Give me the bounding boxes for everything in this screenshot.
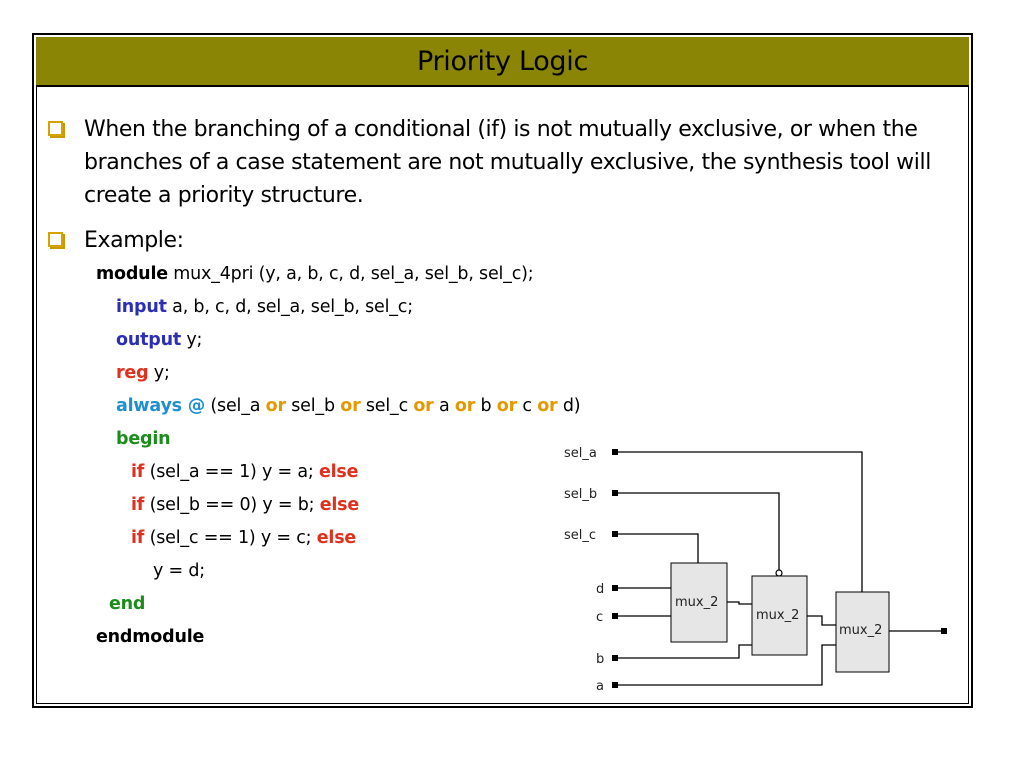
code-text: y = d;: [153, 561, 205, 581]
keyword-or: or: [340, 396, 361, 416]
keyword-end: end: [109, 594, 146, 614]
input-label-sel-a: sel_a: [564, 446, 597, 461]
code-text: (sel_b == 0) y = b;: [144, 495, 320, 515]
mux-block-2-label: mux_2: [756, 608, 800, 623]
code-text: (sel_a: [205, 396, 266, 416]
pin-sel-a: [612, 449, 618, 455]
mux-block-1-label: mux_2: [675, 595, 719, 610]
code-line-10: [153, 555, 205, 588]
pin-sel-b: [612, 490, 618, 496]
square-bullet-icon: [48, 121, 63, 136]
keyword-else: else: [319, 495, 360, 515]
input-label-b: b: [596, 652, 605, 667]
keyword-always: always @: [116, 396, 206, 416]
code-line-3: [116, 324, 202, 357]
input-label-sel-c: sel_c: [564, 528, 597, 543]
keyword-input: input: [116, 297, 167, 317]
code-text: y;: [148, 363, 170, 383]
square-bullet-icon: [48, 232, 63, 247]
code-line-5: [116, 390, 580, 423]
code-line-12: [96, 621, 204, 654]
code-line-1: [96, 258, 533, 291]
keyword-reg: reg: [116, 363, 149, 383]
code-line-4: [116, 357, 170, 390]
keyword-if: if: [131, 528, 145, 548]
keyword-module: module: [96, 264, 168, 284]
pin-b: [612, 655, 618, 661]
code-text: mux_4pri (y, a, b, c, d, sel_a, sel_b, sel_c);: [167, 264, 534, 284]
code-text: (sel_c == 1) y = c;: [144, 528, 317, 548]
code-text: sel_b: [285, 396, 341, 416]
keyword-endmodule: endmodule: [96, 627, 205, 647]
input-label-c: c: [596, 610, 604, 625]
input-label-a: a: [596, 679, 604, 694]
keyword-or: or: [537, 396, 558, 416]
keyword-output: output: [116, 330, 181, 350]
bullet-2: [48, 224, 448, 257]
keyword-if: if: [131, 495, 145, 515]
pin-d: [612, 585, 618, 591]
code-text: c: [517, 396, 538, 416]
bullet-2-text: Example:: [84, 228, 184, 253]
code-line-9: [131, 522, 356, 555]
inverter-bubble: [776, 570, 782, 576]
keyword-or: or: [265, 396, 286, 416]
code-text: (sel_a == 1) y = a;: [144, 462, 319, 482]
code-text: y;: [181, 330, 203, 350]
code-text: a, b, c, d, sel_a, sel_b, sel_c;: [166, 297, 413, 317]
keyword-or: or: [454, 396, 476, 416]
bullet-1: [48, 113, 953, 212]
slide-title: Priority Logic: [416, 45, 589, 77]
pin-a: [612, 682, 618, 688]
keyword-if: if: [131, 462, 145, 482]
keyword-or: or: [496, 396, 518, 416]
keyword-begin: begin: [116, 429, 171, 449]
input-label-sel-b: sel_b: [564, 487, 598, 502]
pin-sel-c: [612, 531, 618, 537]
code-line-6: [116, 423, 170, 456]
bullet-1-text: When the branching of a conditional (if) is not mutually exclusive, or when the branches of a case statement are not mutually exclusive, the synthesis tool will create a priority structure.: [84, 117, 931, 208]
code-text: sel_c: [360, 396, 414, 416]
keyword-else: else: [318, 462, 359, 482]
code-text: d): [557, 396, 581, 416]
keyword-or: or: [413, 396, 434, 416]
title-bar: [36, 37, 969, 87]
code-line-8: [131, 489, 359, 522]
pin-c: [612, 613, 618, 619]
code-line-2: [116, 291, 413, 324]
input-label-d: d: [596, 582, 605, 597]
pin-y: [941, 628, 947, 634]
mux-schematic: [556, 436, 966, 698]
code-line-11: [109, 588, 145, 621]
code-text: b: [475, 396, 497, 416]
code-text: a: [433, 396, 455, 416]
keyword-else: else: [316, 528, 357, 548]
code-line-7: [131, 456, 358, 489]
mux-block-3-label: mux_2: [839, 623, 883, 638]
